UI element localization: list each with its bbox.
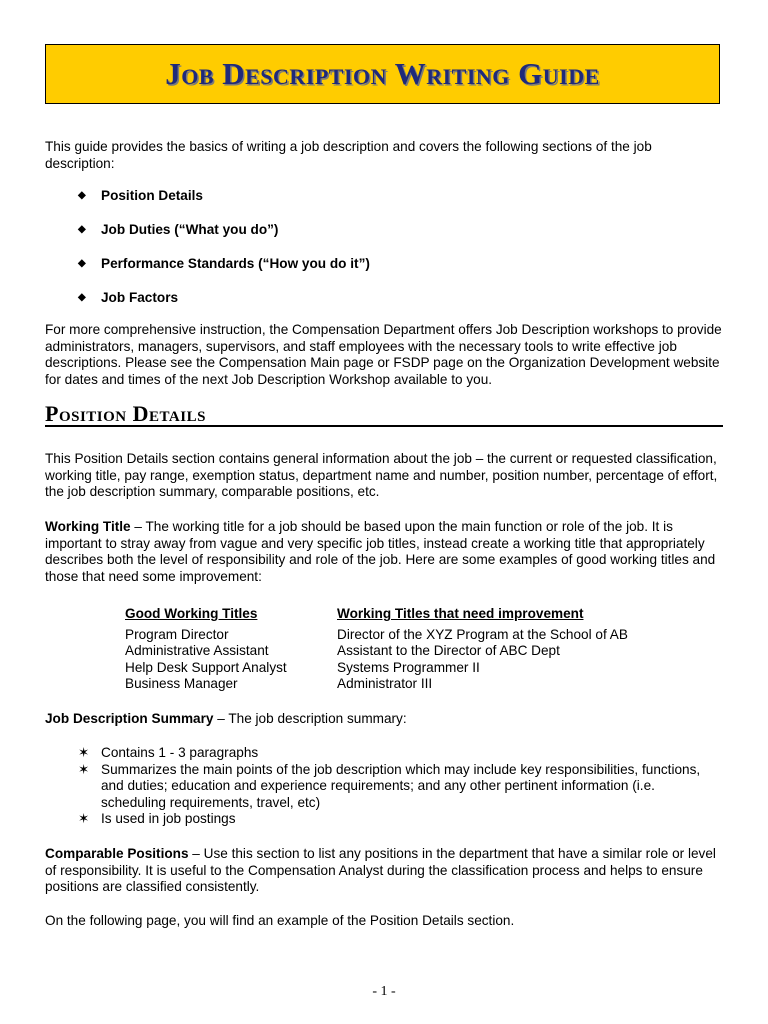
workshop-paragraph: For more comprehensive instruction, the Compensation Department offers Job Description workshops to provide administrators, managers, supervisors, and staff employees with the necessary tools to write effective job descriptions. Please see the Compensation Main page or FSDP page on the Organization Development website for dates and times of the next Job Description Workshop available to you. <box>45 322 722 387</box>
list-item: ◆ Performance Standards (“How you do it”) <box>78 256 370 272</box>
diamond-bullet-icon: ◆ <box>78 292 86 304</box>
good-title-item: Help Desk Support Analyst <box>125 659 287 675</box>
document-title: Job Description Writing Guide <box>165 55 600 91</box>
improve-title-item: Director of the XYZ Program at the School of AB <box>337 626 628 642</box>
summary-points-list <box>78 745 723 828</box>
improve-title-item: Administrator III <box>337 676 433 691</box>
list-item: ✶ Summarizes the main points of the job description which may include key responsibilities, functions, and duties; education and experience requirements; and any other pertinent information (i.e. scheduling requirements, travel, etc) <box>78 761 701 810</box>
diamond-bullet-icon: ◆ <box>78 258 86 270</box>
working-title-label: Working Title <box>45 519 131 534</box>
improve-titles-header: Working Titles that need improvement <box>337 606 584 621</box>
list-item: ◆ Position Details <box>78 188 203 204</box>
summary-label: Job Description Summary <box>45 711 214 726</box>
list-item: ◆ Job Duties (“What you do”) <box>78 222 279 238</box>
closing-paragraph: On the following page, you will find an example of the Position Details section. <box>45 913 515 928</box>
diamond-bullet-icon: ◆ <box>78 224 86 236</box>
comparable-paragraph: Comparable Positions – Use this section to list any positions in the department that have a similar role or level of responsibility. It is useful to the Compensation Analyst during the classification process and helps to ensure positions are classified consistently. <box>45 846 716 894</box>
sections-list <box>78 188 370 324</box>
position-details-intro: This Position Details section contains general information about the job – the current or requested classification, working title, pay range, exemption status, department name and number, position number, percentage of effort, the job description summary, comparable positions, etc. <box>45 451 718 499</box>
page-number: - 1 - <box>372 984 396 999</box>
good-titles-column <box>125 606 287 693</box>
section-heading-position-details: Position Details <box>45 406 723 427</box>
good-titles-header: Good Working Titles <box>125 606 258 621</box>
summary-paragraph: Job Description Summary – The job description summary: <box>45 711 407 726</box>
improve-title-item: Systems Programmer II <box>337 659 480 675</box>
comparable-label: Comparable Positions <box>45 846 189 861</box>
intro-paragraph: This guide provides the basics of writing a job description and covers the following sections of the job description: <box>45 139 652 171</box>
working-title-paragraph: Working Title – The working title for a job should be based upon the main function or role of the job. It is important to stray away from vague and very specific job titles, instead create a working title that appropriately describes both the level of responsibility and role of the job. Here are some examples of good working titles and those that need some improvement: <box>45 519 716 584</box>
asterisk-bullet-icon: ✶ <box>78 745 90 760</box>
title-banner <box>45 44 720 104</box>
diamond-bullet-icon: ◆ <box>78 190 86 202</box>
asterisk-bullet-icon: ✶ <box>78 811 90 826</box>
good-title-item: Administrative Assistant <box>125 643 269 658</box>
improve-titles-column <box>337 606 628 693</box>
good-title-item: Business Manager <box>125 676 238 691</box>
good-title-item: Program Director <box>125 626 229 642</box>
asterisk-bullet-icon: ✶ <box>78 761 90 777</box>
list-item: ✶ Contains 1 - 3 paragraphs <box>78 745 259 760</box>
list-item: ◆ Job Factors <box>78 290 179 306</box>
list-item: ✶ Is used in job postings <box>78 811 236 826</box>
improve-title-item: Assistant to the Director of ABC Dept <box>337 643 560 658</box>
